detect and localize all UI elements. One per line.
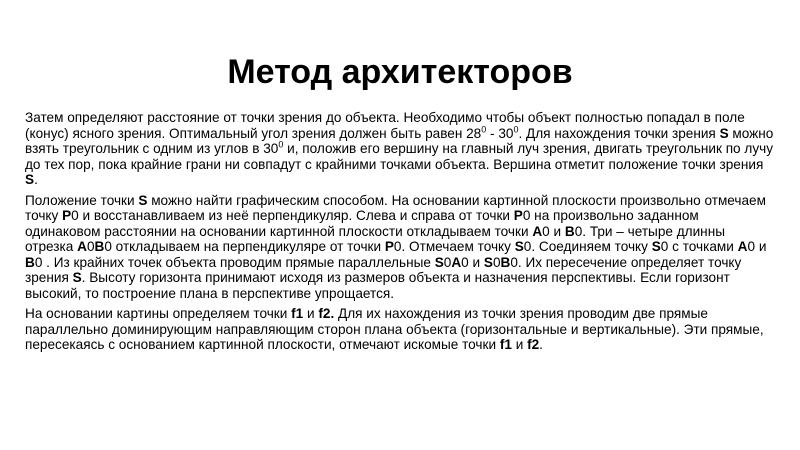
text-run: 0 откладываем на перпендикуляре от точки xyxy=(104,239,385,254)
text-run: 0. Соединяем точку xyxy=(523,239,652,254)
text-run: 0. Отмечаем точку xyxy=(393,239,515,254)
paragraph-2 xyxy=(25,193,777,302)
bold-term: S xyxy=(138,192,148,208)
text-run: Затем определяют расстояние от точки зрения до объекта. Необходимо чтобы объект полностью попадал в поле (конус) ясного зрения. Оптимальный угол зрения должен быть равен 28 xyxy=(25,110,745,141)
text-run: 0 на произвольно заданном одинаковом расстоянии на основании картинной плоскости откладываем точки xyxy=(25,208,699,239)
text-run: 0 и xyxy=(542,223,565,239)
bold-term: S xyxy=(514,239,524,254)
text-run: 0 xyxy=(492,254,501,270)
bold-term: f2. xyxy=(318,306,335,321)
bold-term: S xyxy=(434,254,444,270)
text-run: 0 и xyxy=(747,239,767,254)
text-run: и xyxy=(511,337,528,352)
text-run: 0 . Из крайних точек объекта проводим прямые параллельные xyxy=(34,254,435,270)
bold-term: А xyxy=(737,239,748,254)
bold-term: В xyxy=(94,239,105,254)
bold-term: S xyxy=(719,125,729,141)
text-run: . Высоту горизонта принимают исходя из размеров объекта и назначения перспективы. Если горизонт высокий, то построение плана в перспективе упрощается. xyxy=(25,270,730,301)
superscript: 0 xyxy=(481,123,487,134)
bold-term: S xyxy=(25,172,35,187)
text-run: 0. Их пересечение определяет точку зрения xyxy=(25,254,742,285)
bold-term: f1 xyxy=(499,337,512,352)
text-run: На основании картины определяем точки xyxy=(25,306,292,321)
text-run: 0 с точками xyxy=(660,239,738,254)
text-run: и xyxy=(303,306,319,321)
slide-title: Метод архитекторов xyxy=(227,53,573,91)
bold-term: S xyxy=(72,270,82,285)
superscript: 0 xyxy=(278,139,284,150)
text-run: . xyxy=(34,172,38,187)
slide-body xyxy=(25,110,777,358)
text-run: 0 xyxy=(86,239,95,254)
bold-term: А xyxy=(532,223,543,239)
bold-term: В xyxy=(25,254,35,270)
text-run: 0 xyxy=(443,254,452,270)
text-run: . xyxy=(539,337,543,352)
bold-term: f1 xyxy=(291,306,304,321)
bold-term: В xyxy=(564,223,575,239)
text-run: 0 и xyxy=(461,254,484,270)
bold-term: В xyxy=(500,254,511,270)
text-run: - 30 xyxy=(486,125,514,141)
superscript: 0 xyxy=(513,123,519,134)
paragraph-3 xyxy=(25,306,777,353)
text-run: 0 и восстанавливаем из неё перпендикуляр. Слева и справа от точки xyxy=(71,208,514,223)
bold-term: Р xyxy=(384,239,394,254)
bold-term: f2 xyxy=(527,337,540,352)
bold-term: А xyxy=(451,254,462,270)
text-run: 0. Три – четыре длинны отрезка xyxy=(25,223,725,254)
paragraph-1 xyxy=(25,110,777,188)
text-run: Положение точки xyxy=(25,192,139,208)
text-run: Для их нахождения из точки зрения проводим две прямые параллельно доминирующим направляющим сторон плана объекта (горизонтальные и вертикальные). Эти прямые, пересекаясь с основанием картинной плоскости, отмечают искомые точки xyxy=(25,306,764,352)
text-run: можно взять треугольник с одним из углов в 30 xyxy=(25,125,774,156)
bold-term: Р xyxy=(513,208,523,223)
text-run: можно найти графическим способом. На основании картинной плоскости произвольно отмечаем точку xyxy=(25,192,766,223)
bold-term: А xyxy=(77,239,87,254)
bold-term: S xyxy=(483,254,493,270)
text-run: и, положив его вершину на главный луч зрения, двигать треугольник по лучу до тех пор, пока крайние грани ни совпадут с крайними точками объекта. Вершина отметит положение точки зрения xyxy=(25,141,774,172)
text-run: . Для нахождения точки зрения xyxy=(518,125,720,141)
bold-term: Р xyxy=(62,208,72,223)
bold-term: S xyxy=(651,239,661,254)
